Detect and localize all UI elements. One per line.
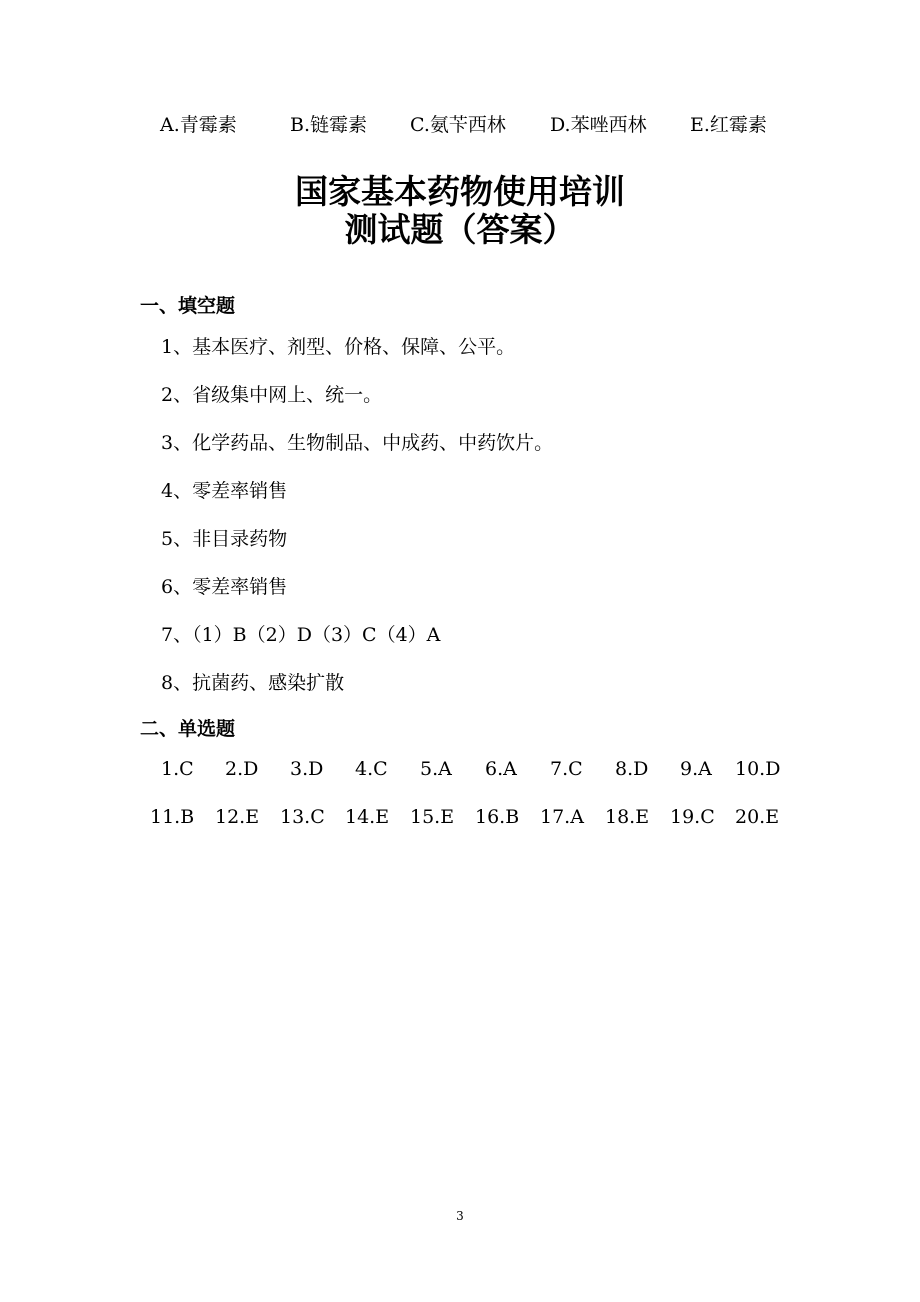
fill-item: 3、化学药品、生物制品、中成药、中药饮片。 <box>161 432 554 454</box>
choice-section-heading: 二、单选题 <box>140 718 236 740</box>
choice-answer-row-2 <box>0 803 920 831</box>
choice-answer: 9.A <box>680 758 712 780</box>
choice-answer: 12.E <box>215 806 260 828</box>
choice-answer: 11.B <box>150 806 195 828</box>
choice-answer: 5.A <box>420 758 452 780</box>
option-e: E.红霉素 <box>690 114 767 136</box>
choice-answer: 18.E <box>605 806 650 828</box>
choice-answer: 10.D <box>735 758 781 780</box>
fill-item: 1、基本医疗、剂型、价格、保障、公平。 <box>161 336 516 358</box>
choice-answer: 13.C <box>280 806 325 828</box>
choice-answer: 20.E <box>735 806 780 828</box>
page-title-line2: 测试题（答案） <box>344 210 576 249</box>
fill-section-heading: 一、填空题 <box>140 295 236 317</box>
option-b: B.链霉素 <box>290 114 368 136</box>
choice-answer: 6.A <box>485 758 517 780</box>
fill-item: 5、非目录药物 <box>161 528 288 550</box>
choice-answer: 3.D <box>290 758 324 780</box>
option-a: A.青霉素 <box>160 114 237 136</box>
choice-answer: 16.B <box>475 806 520 828</box>
choice-answer: 7.C <box>550 758 583 780</box>
fill-item: 6、零差率销售 <box>161 576 288 598</box>
page-number: 3 <box>456 1209 464 1223</box>
choice-answer: 19.C <box>670 806 715 828</box>
choice-answer-row-1 <box>0 755 920 783</box>
fill-item: 2、省级集中网上、统一。 <box>161 384 383 406</box>
choice-answer: 8.D <box>615 758 649 780</box>
choice-answer: 1.C <box>161 758 194 780</box>
choice-answer: 2.D <box>225 758 259 780</box>
fill-item: 4、零差率销售 <box>161 480 288 502</box>
fill-item: 7、（1）B（2）D（3）C（4）A <box>161 624 441 646</box>
choice-answer: 17.A <box>540 806 584 828</box>
page-title-line1: 国家基本药物使用培训 <box>295 172 625 211</box>
option-d: D.苯唑西林 <box>550 114 647 136</box>
option-c: C.氨苄西林 <box>410 114 506 136</box>
fill-item: 8、抗菌药、感染扩散 <box>161 672 345 694</box>
choice-answer: 14.E <box>345 806 390 828</box>
choice-answer: 4.C <box>355 758 388 780</box>
choice-answer: 15.E <box>410 806 455 828</box>
